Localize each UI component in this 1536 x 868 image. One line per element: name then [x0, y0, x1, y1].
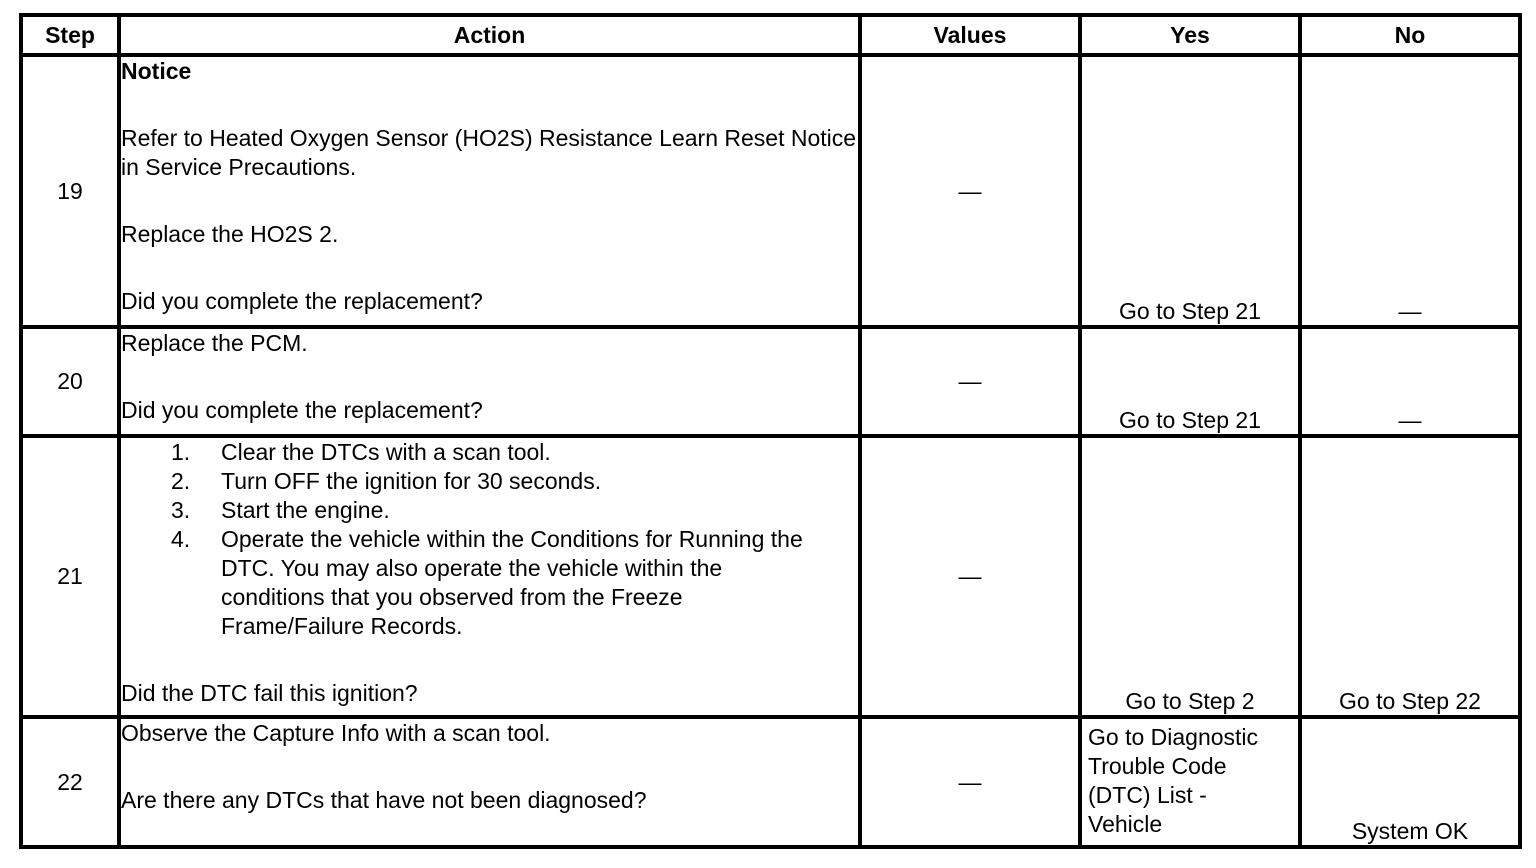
yes-link[interactable]: Go to Step 21: [1080, 55, 1300, 327]
header-row: [21, 15, 1520, 55]
step-number: 21: [21, 436, 119, 717]
table-row: [21, 327, 1520, 436]
action-text: Replace the PCM.: [121, 330, 308, 356]
header-action: Action: [119, 15, 860, 55]
notice-heading: Notice: [121, 58, 192, 84]
table-row: [21, 717, 1520, 847]
table-row: [21, 436, 1520, 717]
yes-link[interactable]: Go to Step 21: [1080, 327, 1300, 436]
action-text: Replace the HO2S 2.: [121, 221, 339, 247]
no-cell: —: [1300, 327, 1520, 436]
list-item: 3. Start the engine.: [171, 497, 390, 523]
list-item: 4. Operate the vehicle within the Conditions for Running the DTC. You may also operate the vehicle within the conditions that you observed from the Freeze Frame/Failure Records.: [171, 526, 803, 639]
table-row: [21, 55, 1520, 327]
list-item: 2. Turn OFF the ignition for 30 seconds.: [171, 468, 602, 494]
action-question: Are there any DTCs that have not been diagnosed?: [121, 787, 647, 813]
step-number: 22: [21, 717, 119, 847]
header-yes: Yes: [1080, 15, 1300, 55]
action-cell: [119, 55, 860, 327]
yes-link[interactable]: Go to Diagnostic Trouble Code (DTC) List - Vehicle: [1080, 717, 1300, 847]
header-no: No: [1300, 15, 1520, 55]
action-text: Observe the Capture Info with a scan tool.: [121, 720, 551, 746]
no-link[interactable]: Go to Step 22: [1300, 436, 1520, 717]
header-values: Values: [860, 15, 1080, 55]
action-question: Did you complete the replacement?: [121, 288, 483, 314]
values-cell: —: [860, 55, 1080, 327]
step-number: 19: [21, 55, 119, 327]
values-cell: —: [860, 327, 1080, 436]
action-cell: [119, 327, 860, 436]
action-text: Refer to Heated Oxygen Sensor (HO2S) Resistance Learn Reset Notice in Service Precautions.: [121, 125, 857, 180]
values-cell: —: [860, 717, 1080, 847]
values-cell: —: [860, 436, 1080, 717]
no-cell: System OK: [1300, 717, 1520, 847]
list-item: 1. Clear the DTCs with a scan tool.: [171, 439, 551, 465]
header-step: Step: [21, 15, 119, 55]
action-question: Did you complete the replacement?: [121, 397, 483, 423]
step-number: 20: [21, 327, 119, 436]
diagnostic-table: [19, 13, 1522, 849]
yes-link[interactable]: Go to Step 2: [1080, 436, 1300, 717]
action-cell: [119, 717, 860, 847]
no-cell: —: [1300, 55, 1520, 327]
action-question: Did the DTC fail this ignition?: [121, 680, 418, 706]
action-steps-list: [121, 438, 858, 641]
action-cell: [119, 436, 860, 717]
